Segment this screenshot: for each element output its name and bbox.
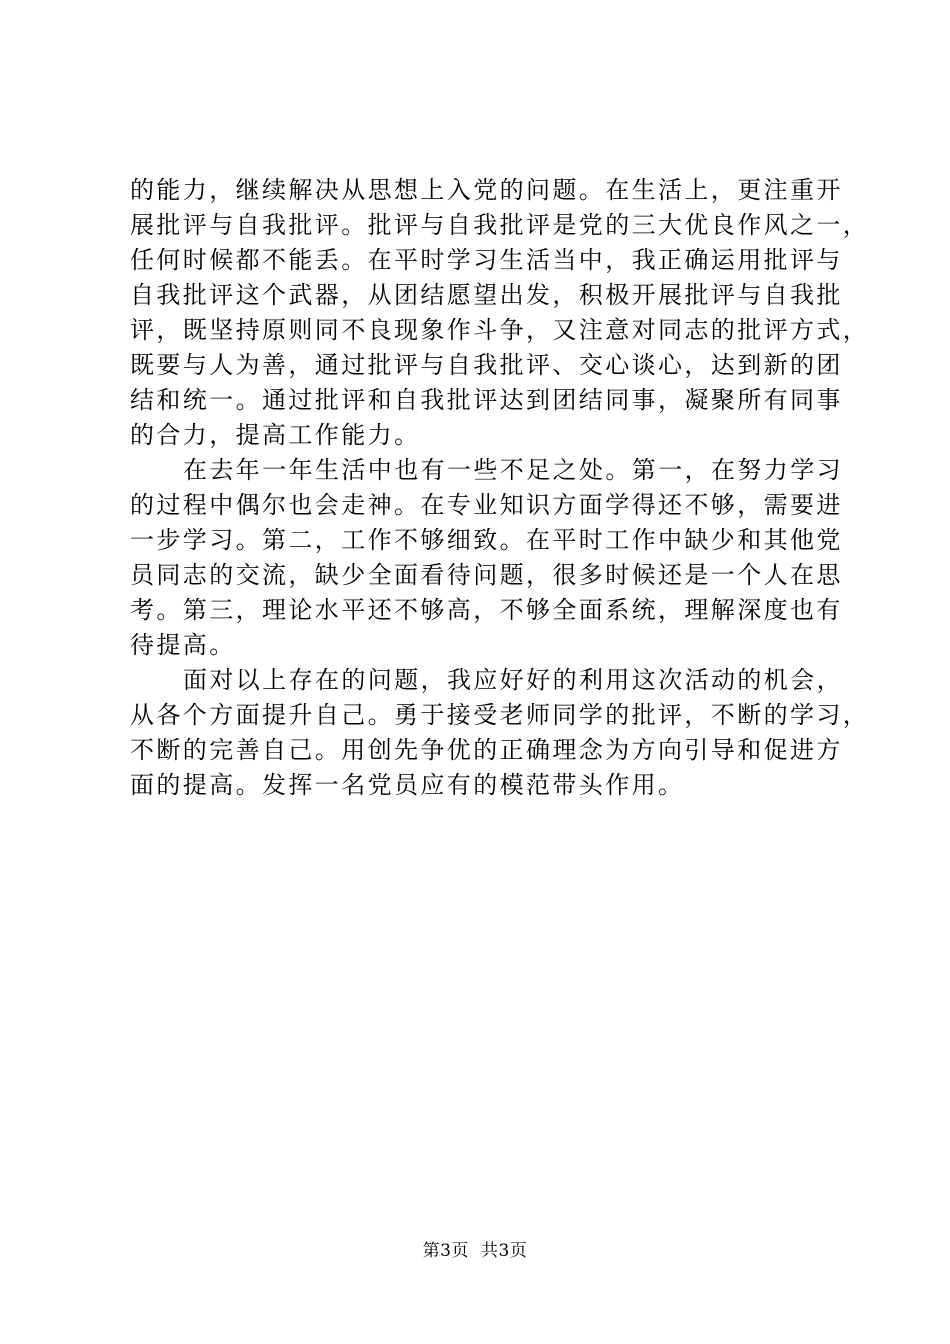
text-line: 面的提高。发挥一名党员应有的模范带头作用。 — [130, 771, 685, 799]
text-line: 的过程中偶尔也会走神。在专业知识方面学得还不够，需要进 — [130, 491, 843, 519]
text-line: 的能力，继续解决从思想上入党的问题。在生活上，更注重开 — [130, 176, 843, 204]
document-body — [130, 173, 870, 803]
text-line: 自我批评这个武器，从团结愿望出发，积极开展批评与自我批 — [130, 281, 843, 309]
text-line: 任何时候都不能丢。在平时学习生活当中，我正确运用批评与 — [130, 246, 843, 274]
page-number: 第3页 — [422, 1241, 469, 1261]
text-line: 展批评与自我批评。批评与自我批评是党的三大优良作风之一， — [130, 211, 870, 239]
paragraph-3 — [130, 663, 870, 803]
text-line: 考。第三，理论水平还不够高，不够全面系统，理解深度也有 — [130, 596, 843, 624]
text-line: 员同志的交流，缺少全面看待问题，很多时候还是一个人在思 — [130, 561, 843, 589]
text-line: 从各个方面提升自己。勇于接受老师同学的批评，不断的学习， — [130, 701, 870, 729]
page-footer — [0, 1240, 950, 1262]
page-total: 共3页 — [481, 1241, 528, 1261]
text-line: 面对以上存在的问题，我应好好的利用这次活动的机会， — [183, 666, 843, 694]
text-line: 的合力，提高工作能力。 — [130, 421, 421, 449]
text-line: 既要与人为善，通过批评与自我批评、交心谈心，达到新的团 — [130, 351, 843, 379]
paragraph-2 — [130, 453, 843, 663]
text-line: 不断的完善自己。用创先争优的正确理念为方向引导和促进方 — [130, 736, 843, 764]
text-line: 一步学习。第二，工作不够细致。在平时工作中缺少和其他党 — [130, 526, 843, 554]
text-line: 在去年一年生活中也有一些不足之处。第一，在努力学习 — [183, 456, 843, 484]
text-line: 结和统一。通过批评和自我批评达到团结同事，凝聚所有同事 — [130, 386, 843, 414]
text-line: 待提高。 — [130, 631, 236, 659]
paragraph-1 — [130, 173, 870, 453]
text-line: 评，既坚持原则同不良现象作斗争，又注意对同志的批评方式， — [130, 316, 870, 344]
